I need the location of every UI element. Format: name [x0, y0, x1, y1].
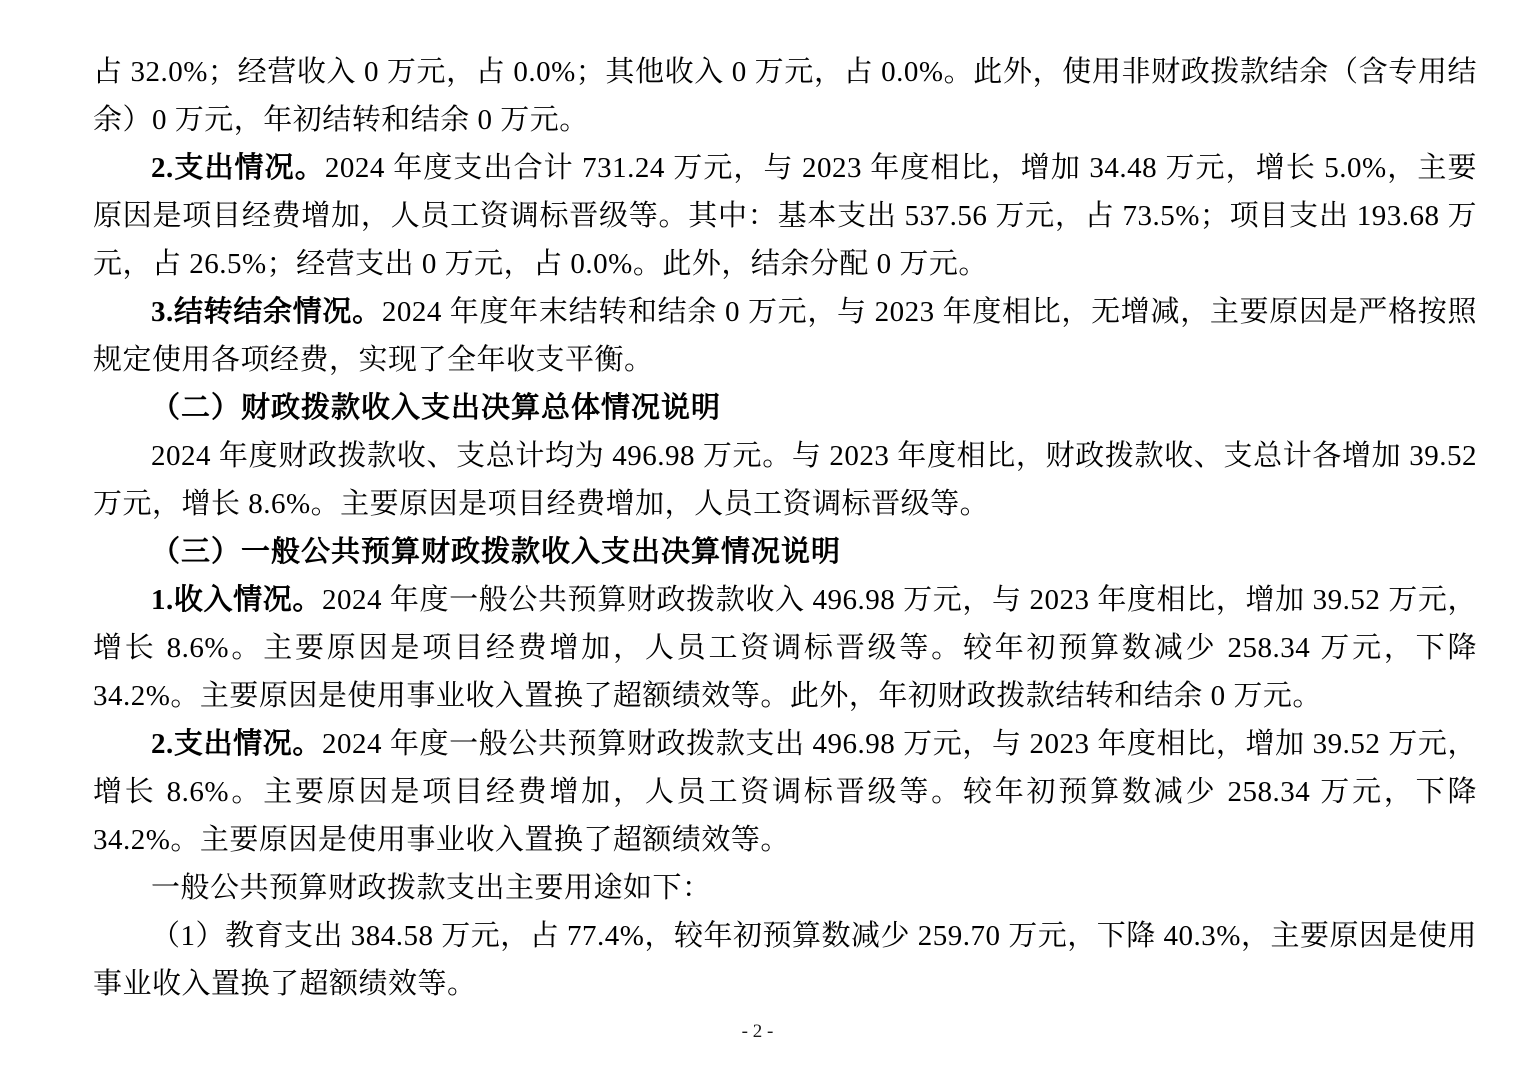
paragraph-education-expenditure: （1）教育支出 384.58 万元，占 77.4%，较年初预算数减少 259.70 万元，下降 40.3%，主要原因是使用事业收入置换了超额绩效等。 — [93, 920, 1477, 1000]
paragraph-budget-income-text: 2024 年度一般公共预算财政拨款收入 496.98 万元，与 2023 年度相比，增加 39.52 万元，增长 8.6%。主要原因是项目经费增加，人员工资调标晋级等。较年初预算数减少 258.34 万元，下降 34.2%。主要原因是使用事业收入置换了超额绩效等。此外，年初财政拨款结转和结余 0 万元。 — [93, 584, 1477, 712]
section-heading-general-public-budget: （三）一般公共预算财政拨款收入支出决算情况说明 — [151, 536, 842, 568]
paragraph-budget-income — [93, 576, 1477, 720]
paragraph-carryover-overview-text: 2024 年度年末结转和结余 0 万元，与 2023 年度相比，无增减，主要原因是严格按照规定使用各项经费，实现了全年收支平衡。 — [93, 296, 1477, 376]
page-number: - 2 - — [741, 1021, 774, 1042]
paragraph-main-usage-intro: 一般公共预算财政拨款支出主要用途如下： — [151, 872, 712, 904]
paragraph-expenditure-overview — [93, 144, 1477, 288]
paragraph-fiscal-appropriation-total: 2024 年度财政拨款收、支总计均为 496.98 万元。与 2023 年度相比，财政拨款收、支总计各增加 39.52 万元，增长 8.6%。主要原因是项目经费增加，人员工资调标晋级等。 — [93, 440, 1477, 520]
document-body — [93, 48, 1477, 1008]
page-footer — [0, 1018, 1515, 1046]
paragraph-budget-expenditure-lead: 2.支出情况。 — [151, 728, 322, 760]
paragraph-income-continuation: 占 32.0%；经营收入 0 万元，占 0.0%；其他收入 0 万元，占 0.0%。此外，使用非财政拨款结余（含专用结余）0 万元，年初结转和结余 0 万元。 — [93, 56, 1477, 136]
paragraph-carryover-overview-lead: 3.结转结余情况。 — [151, 296, 382, 328]
paragraph-expenditure-overview-text: 2024 年度支出合计 731.24 万元，与 2023 年度相比，增加 34.48 万元，增长 5.0%，主要原因是项目经费增加，人员工资调标晋级等。其中：基本支出 537.56 万元，占 73.5%；项目支出 193.68 万元，占 26.5%；经营支出 0 万元，占 0.0%。此外，结余分配 0 万元。 — [93, 152, 1477, 280]
paragraph-expenditure-overview-lead: 2.支出情况。 — [151, 152, 325, 184]
section-heading-fiscal-appropriation-overview: （二）财政拨款收入支出决算总体情况说明 — [151, 392, 722, 424]
paragraph-carryover-overview — [93, 288, 1477, 384]
paragraph-budget-expenditure-text: 2024 年度一般公共预算财政拨款支出 496.98 万元，与 2023 年度相比，增加 39.52 万元，增长 8.6%。主要原因是项目经费增加，人员工资调标晋级等。较年初预算数减少 258.34 万元，下降 34.2%。主要原因是使用事业收入置换了超额绩效等。 — [93, 728, 1477, 856]
paragraph-budget-expenditure — [93, 720, 1477, 864]
paragraph-budget-income-lead: 1.收入情况。 — [151, 584, 322, 616]
